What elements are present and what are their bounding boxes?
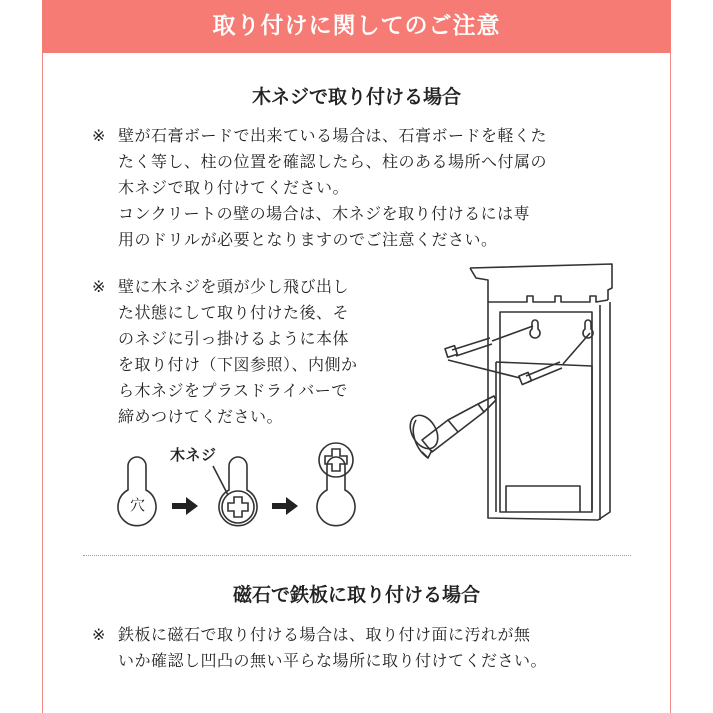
note-line: 締めつけてください。 (118, 407, 284, 426)
page-header: 取り付けに関してのご注意 (42, 0, 671, 53)
note-hanging-method (92, 274, 358, 430)
note-mark: ※ (92, 277, 106, 296)
note-line: を取り付け（下図参照）、内側か (118, 355, 358, 374)
note-line: 用のドリルが必要となりますのでご注意ください。 (118, 230, 498, 249)
section-divider (83, 555, 631, 556)
section-title-magnet: 磁石で鉄板に取り付ける場合 (232, 584, 480, 606)
note-magnet (92, 622, 548, 674)
note-line: 鉄板に磁石で取り付ける場合は、取り付け面に汚れが無 (118, 625, 531, 644)
note-line: 壁が石膏ボードで出来ている場合は、石膏ボードを軽くた (118, 126, 548, 145)
screw-label: 木ネジ (170, 446, 217, 464)
note-line: ら木ネジをプラスドライバーで (118, 381, 348, 400)
hole-label: 穴 (130, 496, 146, 514)
note-line: たく等し、柱の位置を確認したら、柱のある場所へ付属の (118, 152, 548, 171)
note-mark: ※ (92, 126, 106, 145)
note-line: 木ネジで取り付けてください。 (118, 178, 350, 197)
note-mark: ※ (92, 625, 106, 644)
note-line: コンクリートの壁の場合は、木ネジを取り付けるには専 (118, 204, 531, 223)
note-line: た状態にして取り付けた後、そ (118, 303, 350, 322)
note-line: のネジに引っ掛けるように本体 (118, 329, 350, 348)
note-line: 壁に木ネジを頭が少し飛び出し (118, 277, 350, 296)
section-title-wood-screw: 木ネジで取り付ける場合 (251, 86, 461, 108)
note-wood-screw-wall (92, 123, 548, 253)
note-line: いか確認し凹凸の無い平らな場所に取り付けてください。 (118, 651, 548, 670)
